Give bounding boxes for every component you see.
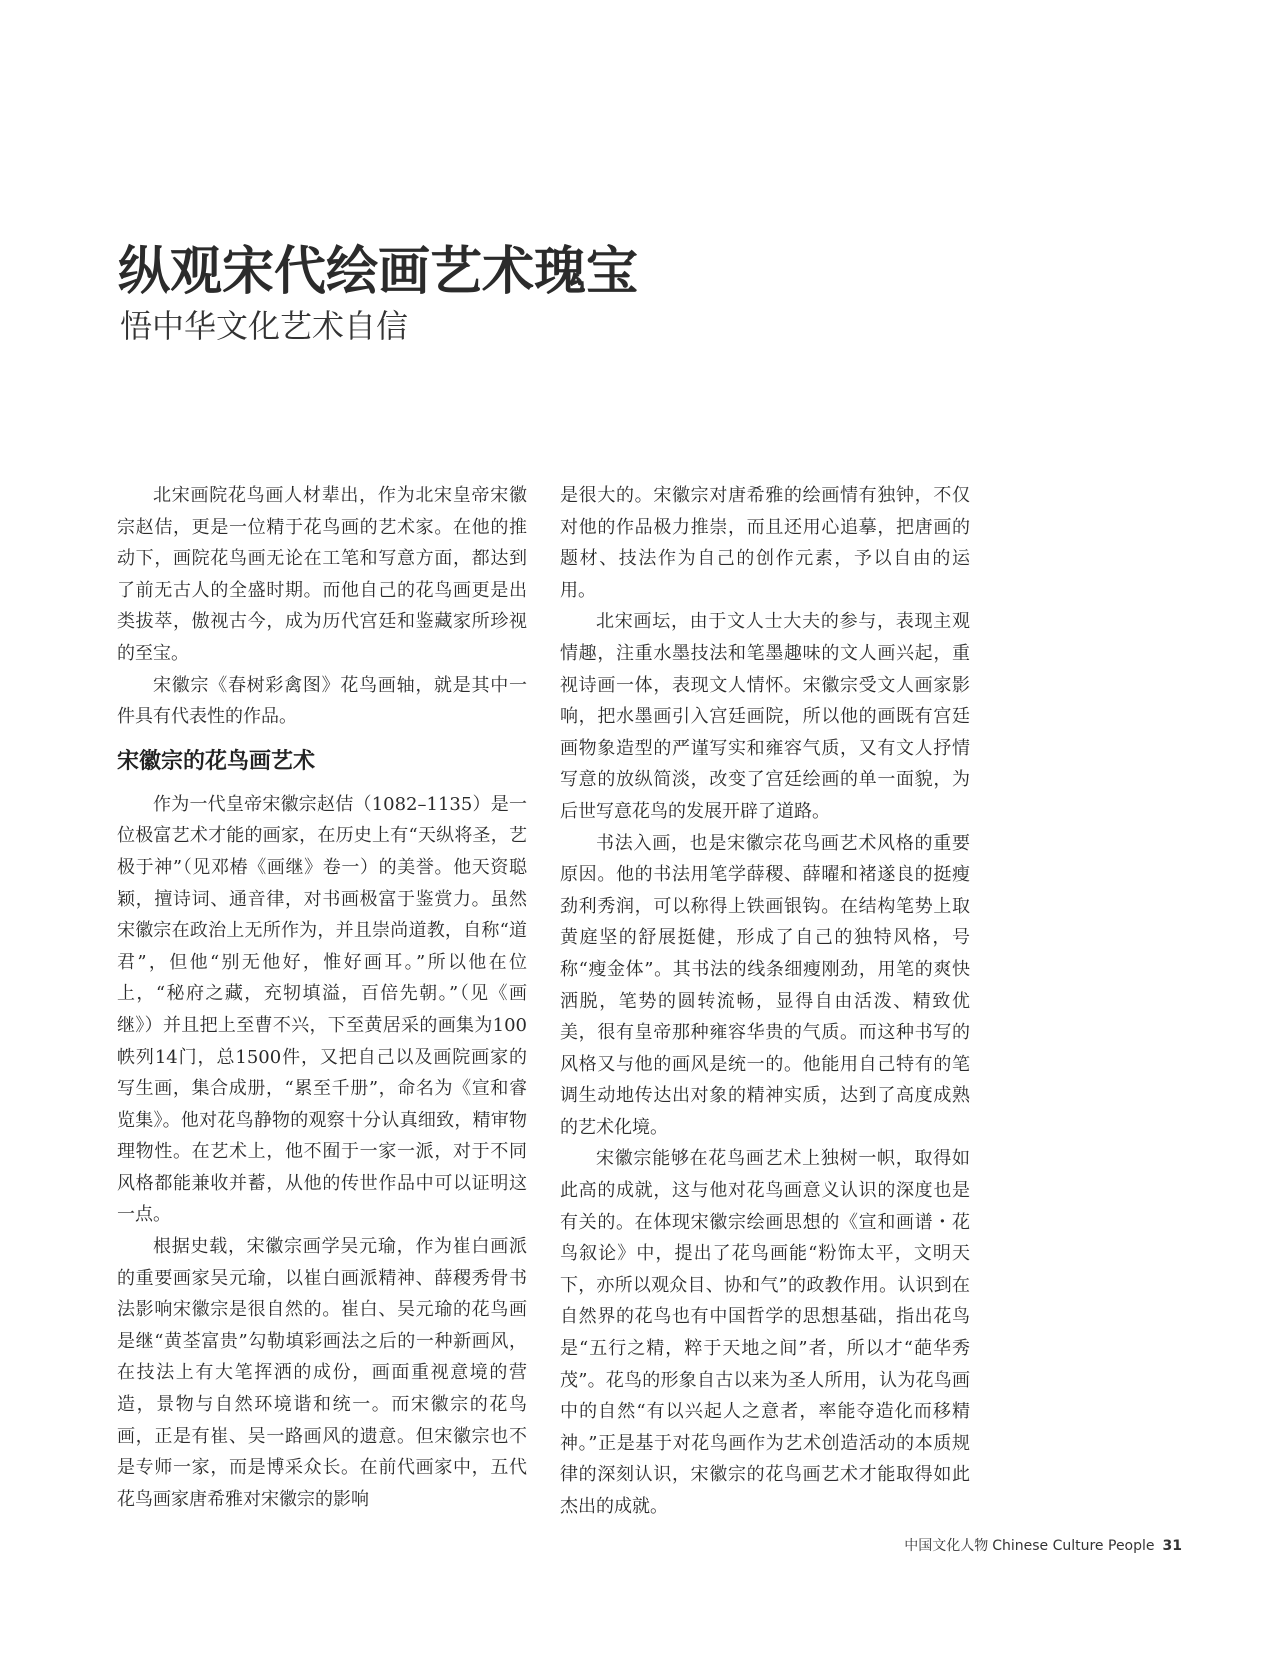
paragraph: 北宋画院花鸟画人材辈出，作为北宋皇帝宋徽宗赵佶，更是一位精于花鸟画的艺术家。在他的推动下，画院花鸟画无论在工笔和写意方面，都达到了前无古人的全盛时期。而他自己的花鸟画更是出类拔萃，傲视古今，成为历代宫廷和鉴藏家所珍视的至宝。 xyxy=(117,485,527,664)
paragraph: 根据史载，宋徽宗画学吴元瑜，作为崔白画派的重要画家吴元瑜，以崔白画派精神、薛稷秀骨书法影响宋徽宗是很自然的。崔白、吴元瑜的花鸟画是继“黄荃富贵”勾勒填彩画法之后的一种新画风，在技法上有大笔挥洒的成份，画面重视意境的营造，景物与自然环境谐和统一。而宋徽宗的花鸟画，正是有崔、吴一路画风的遗意。但宋徽宗也不是专师一家，而是博采众长。在前代画家中，五代花鸟画家唐希雅对宋徽宗的影响 xyxy=(117,1236,527,1510)
paragraph-continuation: 是很大的。宋徽宗对唐希雅的绘画情有独钟，不仅对他的作品极力推崇，而且还用心追摹，把唐画的题材、技法作为自己的创作元素，予以自由的运用。 xyxy=(560,485,970,601)
page-number: 31 xyxy=(1162,1538,1182,1554)
magazine-name-cn: 中国文化人物 xyxy=(904,1538,989,1554)
paragraph: 宋徽宗《春树彩禽图》花鸟画轴，就是其中一件具有代表性的作品。 xyxy=(117,674,527,728)
paragraph: 北宋画坛，由于文人士大夫的参与，表现主观情趣，注重水墨技法和笔墨趣味的文人画兴起，重视诗画一体，表现文人情怀。宋徽宗受文人画家影响，把水墨画引入宫廷画院，所以他的画既有宫廷画物象造型的严谨写实和雍容气质，又有文人抒情写意的放纵简淡，改变了宫廷绘画的单一面貌，为后世写意花鸟的发展开辟了道路。 xyxy=(560,611,970,822)
magazine-name-en: Chinese Culture People xyxy=(992,1538,1155,1554)
paragraph: 作为一代皇帝宋徽宗赵佶（1082–1135）是一位极富艺术才能的画家，在历史上有“天纵将圣，艺极于神”（见邓椿《画继》卷一）的美誉。他天资聪颖，擅诗词、通音律，对书画极富于鉴赏力。虽然宋徽宗在政治上无所作为，并且崇尚道教，自称“道君”，但他“别无他好，惟好画耳。”所以他在位上，“秘府之藏，充牣填溢，百倍先朝。”（见《画继》）并且把上至曹不兴，下至黄居采的画集为100帙列14门，总1500件，又把自己以及画院画家的写生画，集合成册，“累至千册”，命名为《宣和睿览集》。他对花鸟静物的观察十分认真细致，精审物理物性。在艺术上，他不囿于一家一派，对于不同风格都能兼收并蓄，从他的传世作品中可以证明这一点。 xyxy=(117,793,527,1226)
paragraph: 书法入画，也是宋徽宗花鸟画艺术风格的重要原因。他的书法用笔学薛稷、薛曜和褚遂良的挺瘦劲利秀润，可以称得上铁画银钩。在结构笔势上取黄庭坚的舒展挺健，形成了自己的独特风格，号称“瘦金体”。其书法的线条细瘦刚劲，用笔的爽快洒脱，笔势的圆转流畅，显得自由活泼、精致优美，很有皇帝那种雍容华贵的气质。而这种书写的风格又与他的画风是统一的。他能用自己特有的笔调生动地传达出对象的精神实质，达到了高度成熟的艺术化境。 xyxy=(560,832,970,1138)
article-subtitle: 悟中华文化艺术自信 xyxy=(120,307,409,345)
paragraph: 宋徽宗能够在花鸟画艺术上独树一帜，取得如此高的成就，这与他对花鸟画意义认识的深度也是有关的。在体现宋徽宗绘画思想的《宣和画谱・花鸟叙论》中，提出了花鸟画能“粉饰太平，文明天下，亦所以观众目、协和气”的政教作用。认识到在自然界的花鸟也有中国哲学的思想基础，指出花鸟是“五行之精，粹于天地之间”者，所以才“葩华秀茂”。花鸟的形象自古以来为圣人所用，认为花鸟画中的自然“有以兴起人之意者，率能夺造化而移精神。”正是基于对花鸟画作为艺术创造活动的本质规律的深刻认识，宋徽宗的花鸟画艺术才能取得如此杰出的成就。 xyxy=(560,1148,970,1517)
article-title: 纵观宋代绘画艺术瑰宝 xyxy=(118,241,639,302)
right-column xyxy=(560,480,970,1523)
section-heading: 宋徽宗的花鸟画艺术 xyxy=(117,748,316,774)
left-column xyxy=(117,480,527,1515)
page-footer xyxy=(904,1536,1182,1556)
